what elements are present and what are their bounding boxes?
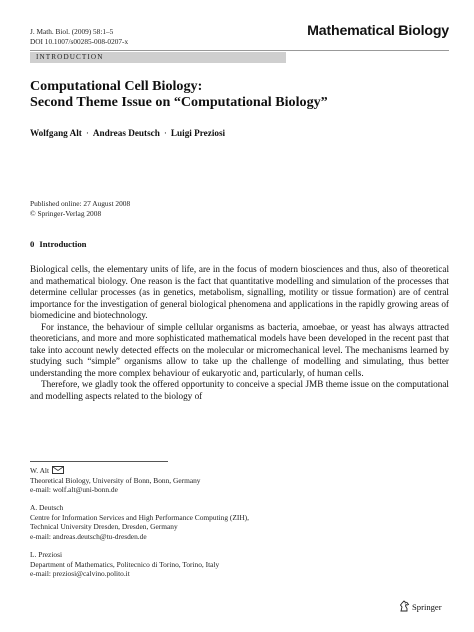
springer-knight-icon bbox=[399, 600, 410, 614]
affiliation-email[interactable]: e-mail: andreas.deutsch@tu-dresden.de bbox=[30, 531, 147, 541]
article-title bbox=[30, 79, 449, 110]
title-line-1: Computational Cell Biology: bbox=[30, 78, 203, 94]
author-list bbox=[30, 128, 225, 138]
paragraph: Therefore, we gladly took the offered opportunity to conceive a special JMB theme issue on the computational and modelling aspects related to the biology of bbox=[30, 379, 449, 402]
body-text bbox=[30, 264, 449, 403]
paragraph: For instance, the behaviour of simple cellular organisms as bacteria, amoebae, or yeast has always attracted theoreticians, and more and more sophisticated mathematical models have been developed in the recent past that take into account newly detected effects on the molecular or micromechanical level. The mechanisms learned by studying such “simple” organisms allow to take up the challenge of modelling and simulating, thus better understanding the more complex behaviour of eukaryotic and, particularly, of human cells. bbox=[30, 321, 449, 378]
affiliation bbox=[30, 550, 219, 579]
author-name: Wolfgang Alt bbox=[30, 128, 82, 138]
affiliation-email[interactable]: e-mail: preziosi@calvino.polito.it bbox=[30, 569, 130, 578]
section-label: INTRODUCTION bbox=[36, 53, 104, 61]
published-date: Published online: 27 August 2008 bbox=[30, 199, 131, 208]
copyright-line: © Springer-Verlag 2008 bbox=[30, 208, 102, 218]
affiliation-line: Theoretical Biology, University of Bonn, Bonn, Germany bbox=[30, 475, 201, 485]
affiliation-email[interactable]: e-mail: wolf.alt@uni-bonn.de bbox=[30, 485, 118, 494]
mail-icon[interactable] bbox=[52, 466, 64, 474]
affiliation-name: L. Preziosi bbox=[30, 550, 63, 559]
footnote-rule bbox=[30, 461, 168, 462]
publication-info bbox=[30, 199, 130, 218]
citation-block bbox=[30, 27, 128, 47]
publisher-name: Springer bbox=[412, 601, 442, 612]
author-name: Andreas Deutsch bbox=[92, 128, 160, 138]
affiliation bbox=[30, 466, 201, 495]
doi-line: DOI 10.1007/s00285-008-0207-x bbox=[30, 37, 129, 46]
author-separator: · bbox=[85, 128, 89, 138]
publisher-logo bbox=[399, 601, 442, 615]
journal-name: Mathematical Biology bbox=[307, 23, 449, 39]
author-separator: · bbox=[163, 128, 167, 138]
section-heading bbox=[30, 239, 87, 249]
affiliation-line: Centre for Information Services and High Performance Computing (ZIH), bbox=[30, 512, 249, 522]
affiliation-name: W. Alt bbox=[30, 466, 50, 475]
section-number: 0 bbox=[30, 239, 35, 249]
affiliation bbox=[30, 503, 249, 541]
affiliation-name: A. Deutsch bbox=[30, 503, 64, 512]
affiliation-line: Department of Mathematics, Politecnico di Torino, Torino, Italy bbox=[30, 559, 220, 569]
title-line-2: Second Theme Issue on “Computational Biology” bbox=[30, 93, 328, 110]
affiliation-line: Technical University Dresden, Dresden, Germany bbox=[30, 522, 178, 531]
paragraph: Biological cells, the elementary units of life, are in the focus of modern biosciences and thus, also of theoretical and mathematical biology. One reason is the fact that quantitative modelling and simulation of the processes that determine cellular processes (as in genetics, metabolism, signalling, motility or tissue formation) are of central importance for the investigation of general biological phenomena and applications in the rapidly growing areas of biomedicine and biotechnology. bbox=[30, 264, 449, 321]
section-bar bbox=[30, 50, 449, 63]
author-name: Luigi Preziosi bbox=[170, 128, 226, 138]
citation-line: J. Math. Biol. (2009) 58:1–5 bbox=[30, 27, 114, 36]
section-title: Introduction bbox=[39, 239, 87, 249]
